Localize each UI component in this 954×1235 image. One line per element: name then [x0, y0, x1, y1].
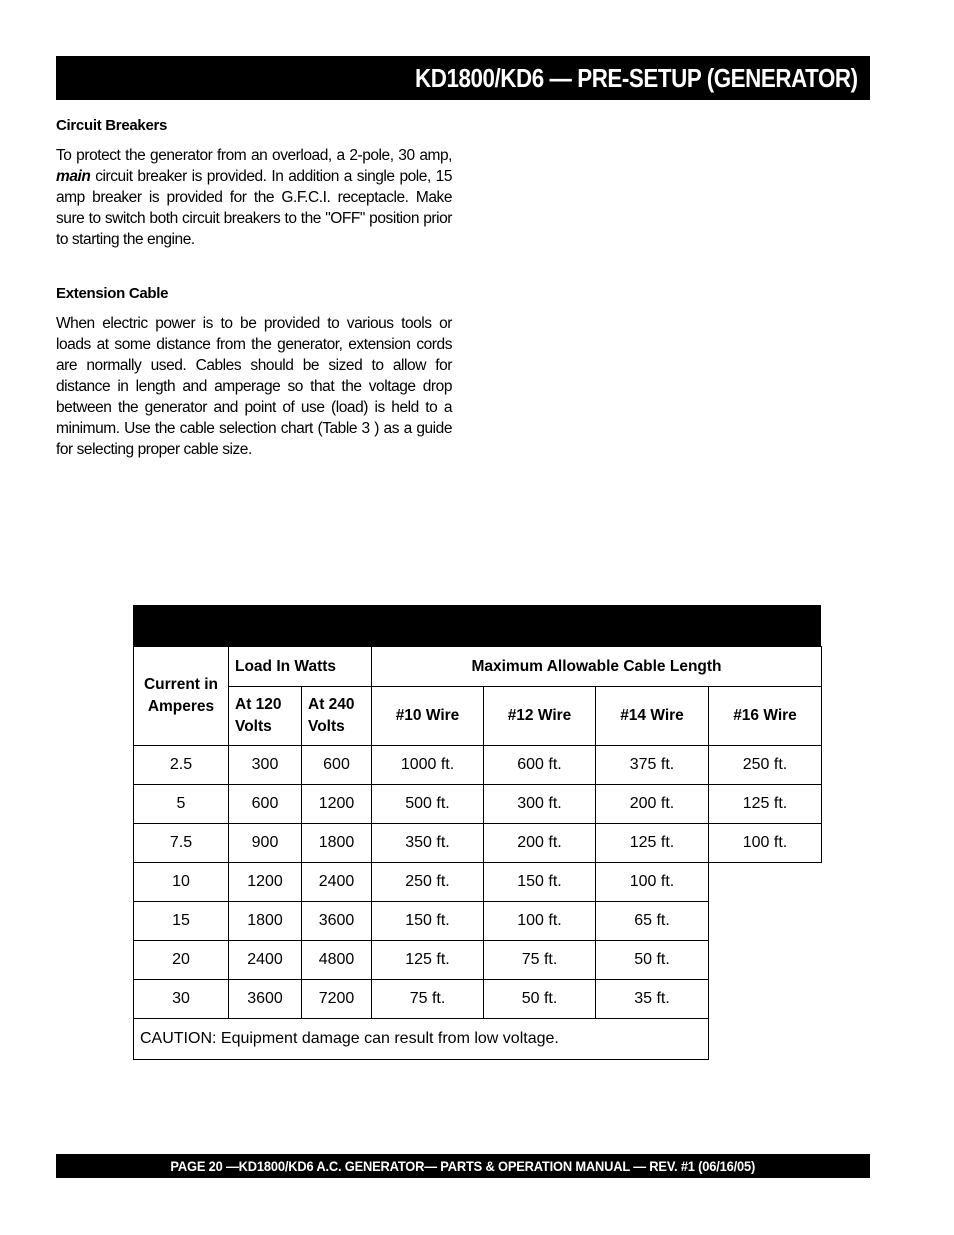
table-cell: 2400: [302, 863, 372, 902]
table-cell: 200 ft.: [596, 785, 709, 824]
table-cell: 5: [134, 785, 229, 824]
table-cell: 1800: [302, 824, 372, 863]
table-cell: 75 ft.: [484, 941, 596, 980]
table-cell: 10: [134, 863, 229, 902]
table-title-bar: [133, 605, 821, 646]
table-cell: 900: [229, 824, 302, 863]
wire14-header: #14 Wire: [596, 687, 709, 746]
circuit-breakers-section: [56, 117, 452, 250]
table-cell: 100 ft.: [709, 824, 822, 863]
table-cell: 7200: [302, 980, 372, 1019]
table-row: [134, 824, 822, 863]
page-header-bar: [56, 56, 870, 100]
table-cell: 300: [229, 746, 302, 785]
table-cell: 35 ft.: [596, 980, 709, 1019]
extension-cable-paragraph: When electric power is to be provided to various tools or loads at some distance from the generator, extension cords are normally used. Cables should be sized to allow for distance in length and amperage so that the voltage drop between the generator and point of use (load) is held to a minimum. Use the cable selection chart (Table 3 ) as a guide for selecting proper cable size.: [56, 315, 452, 458]
table-cell: 2.5: [134, 746, 229, 785]
empty-cell: [709, 941, 822, 980]
table-cell: 100 ft.: [484, 902, 596, 941]
table-row: [134, 746, 822, 785]
current-header: Current in Amperes: [134, 647, 229, 746]
table-cell: 375 ft.: [596, 746, 709, 785]
table-row: [134, 941, 822, 980]
table-cell: 65 ft.: [596, 902, 709, 941]
page-footer-bar: [56, 1154, 870, 1178]
empty-cell: [709, 863, 822, 902]
table-cell: 125 ft.: [709, 785, 822, 824]
table-cell: 250 ft.: [372, 863, 484, 902]
empty-cell: [709, 1019, 822, 1060]
empty-cell: [709, 902, 822, 941]
at240-header: At 240 Volts: [302, 687, 372, 746]
page-title: KD1800/KD6 — PRE-SETUP (GENERATOR): [415, 63, 858, 93]
table-cell: 200 ft.: [484, 824, 596, 863]
circuit-breakers-text-after: circuit breaker is provided. In addition a single pole, 15 amp breaker is provided for the G.F.C.I. receptacle. Make sure to switch both circuit breakers to the "OFF" position prior to starting the engine.: [56, 168, 452, 248]
table-cell: 50 ft.: [596, 941, 709, 980]
table-cell: 150 ft.: [484, 863, 596, 902]
table-cell: 600: [302, 746, 372, 785]
table-cell: 15: [134, 902, 229, 941]
cable-selection-table: [133, 646, 822, 1060]
caution-note: CAUTION: Equipment damage can result from low voltage.: [134, 1019, 709, 1060]
table-cell: 125 ft.: [596, 824, 709, 863]
table-cell: 1800: [229, 902, 302, 941]
main-emphasis: main: [56, 168, 91, 185]
table-cell: 125 ft.: [372, 941, 484, 980]
table-cell: 75 ft.: [372, 980, 484, 1019]
wire16-header: #16 Wire: [709, 687, 822, 746]
table-cell: 600 ft.: [484, 746, 596, 785]
table-cell: 250 ft.: [709, 746, 822, 785]
empty-cell: [709, 980, 822, 1019]
load-header: Load In Watts: [229, 647, 372, 687]
table-cell: 100 ft.: [596, 863, 709, 902]
table-cell: 300 ft.: [484, 785, 596, 824]
table-cell: 500 ft.: [372, 785, 484, 824]
table-cell: 350 ft.: [372, 824, 484, 863]
table-row: [134, 980, 822, 1019]
wire10-header: #10 Wire: [372, 687, 484, 746]
table-cell: 2400: [229, 941, 302, 980]
table-cell: 7.5: [134, 824, 229, 863]
table-row: [134, 785, 822, 824]
table-cell: 1200: [229, 863, 302, 902]
extension-cable-heading: Extension Cable: [56, 285, 169, 302]
table-cell: 1000 ft.: [372, 746, 484, 785]
table-cell: 3600: [302, 902, 372, 941]
circuit-breakers-heading: Circuit Breakers: [56, 117, 168, 134]
footer-text: PAGE 20 —KD1800/KD6 A.C. GENERATOR— PARTS & OPERATION MANUAL — REV. #1 (06/16/05): [170, 1158, 756, 1174]
table-row: [134, 863, 822, 902]
table-row: [134, 902, 822, 941]
table-cell: 4800: [302, 941, 372, 980]
table-cell: 20: [134, 941, 229, 980]
max-length-header: Maximum Allowable Cable Length: [372, 647, 822, 687]
table-cell: 3600: [229, 980, 302, 1019]
table-cell: 30: [134, 980, 229, 1019]
table-cell: 1200: [302, 785, 372, 824]
extension-cable-section: [56, 285, 452, 460]
at120-header: At 120 Volts: [229, 687, 302, 746]
table-cell: 50 ft.: [484, 980, 596, 1019]
circuit-breakers-text-before: To protect the generator from an overload, a 2-pole, 30 amp,: [56, 147, 452, 164]
table-cell: 150 ft.: [372, 902, 484, 941]
table-cell: 600: [229, 785, 302, 824]
circuit-breakers-paragraph: [56, 145, 452, 250]
wire12-header: #12 Wire: [484, 687, 596, 746]
